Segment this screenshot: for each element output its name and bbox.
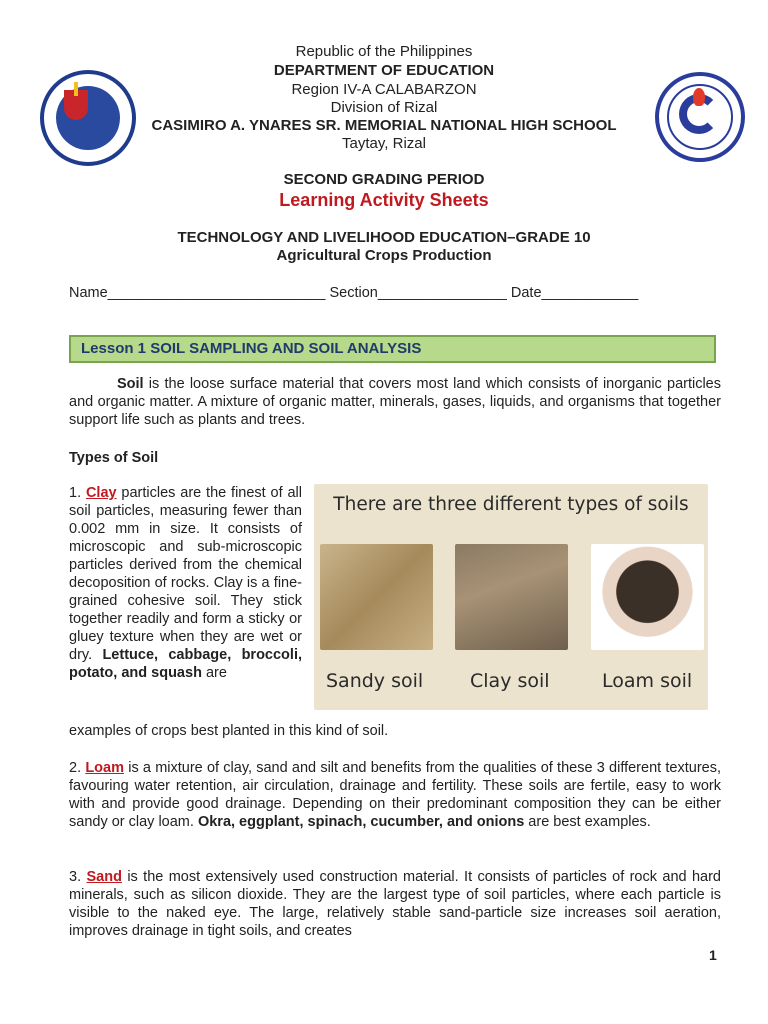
clay-tail: are [201, 665, 227, 681]
loam-paragraph [69, 759, 721, 831]
town-line: Taytay, Rizal [342, 135, 426, 152]
name-field[interactable]: Name___________________________ [69, 285, 326, 301]
loam-number: 2. [69, 760, 86, 776]
sand-paragraph [69, 868, 721, 940]
clay-last-line: examples of crops best planted in this kind of soil. [69, 723, 389, 739]
loam-soil-photo [591, 544, 704, 650]
clay-crops: Lettuce, cabbage, broccoli, potato, and squash [69, 647, 302, 681]
soil-types-image [314, 484, 708, 710]
image-title: There are three different types of soils [333, 494, 689, 515]
intro-text: is the loose surface material that covers most land which consists of inorganic particles and organic matter. A mixture of organic matter, minerals, gases, liquids, and organisms that together support life such as plants and trees. [69, 376, 721, 428]
clay-soil-photo [455, 544, 568, 650]
loam-text: is a mixture of clay, sand and silt and benefits from the qualities of these 3 different textures, favouring water retention, air circulation, drainage and fertility. These soils are fertile, easy to work with and provide good drainage. Depending on their predominant composition they can be either sandy or clay loam. [69, 760, 721, 830]
clay-text: particles are the finest of all soil particles, measuring fewer than 0.002 mm in size. It consists of microscopic and sub-microscopic particles derived from the chemical decoposition of rocks. Clay is a fine-grained cohesive soil. They stick together readily and form a sticky or gluey texture when they are wet or dry. [69, 485, 302, 663]
clay-number: 1. [69, 485, 86, 501]
grading-period: SECOND GRADING PERIOD [283, 171, 485, 188]
clay-soil-caption: Clay soil [470, 670, 550, 692]
lesson-title: Lesson 1 SOIL SAMPLING AND SOIL ANALYSIS [69, 335, 716, 363]
loam-tail: are best examples. [524, 814, 651, 830]
sandy-soil-photo [320, 544, 433, 650]
soil-term: Soil [117, 376, 144, 392]
division-line: Division of Rizal [330, 99, 438, 116]
intro-paragraph [69, 375, 721, 429]
loam-term: Loam [85, 760, 124, 776]
loam-crops: Okra, eggplant, spinach, cucumber, and onions [197, 814, 525, 830]
types-heading: Types of Soil [69, 450, 159, 466]
subject-title: TECHNOLOGY AND LIVELIHOOD EDUCATION–GRADE 10 [177, 229, 591, 246]
region-line: Region IV-A CALABARZON [291, 81, 477, 98]
page-number: 1 [709, 947, 717, 963]
sand-number: 3. [69, 869, 87, 885]
section-field[interactable]: Section________________ [329, 285, 507, 301]
sand-text: is the most extensively used construction material. It consists of particles of rock and hard minerals, such as silicon dioxide. They are the largest type of soil particles, where each particle is visible to the naked eye. The large, relatively stable sand-particle size increases soil aeration, improves drainage in tight soils, and creates [69, 869, 721, 939]
republic-line: Republic of the Philippines [295, 43, 473, 60]
sandy-soil-caption: Sandy soil [326, 670, 424, 692]
clay-term: Clay [85, 485, 117, 501]
sand-term: Sand [86, 869, 122, 885]
loam-soil-caption: Loam soil [602, 670, 693, 692]
department-line: DEPARTMENT OF EDUCATION [273, 62, 495, 79]
student-fields [69, 285, 638, 301]
course-title: Agricultural Crops Production [276, 247, 492, 264]
sheet-title: Learning Activity Sheets [279, 190, 489, 210]
clay-paragraph [69, 484, 302, 682]
date-field[interactable]: Date____________ [510, 285, 639, 301]
school-name: CASIMIRO A. YNARES SR. MEMORIAL NATIONAL HIGH SCHOOL [151, 117, 617, 134]
